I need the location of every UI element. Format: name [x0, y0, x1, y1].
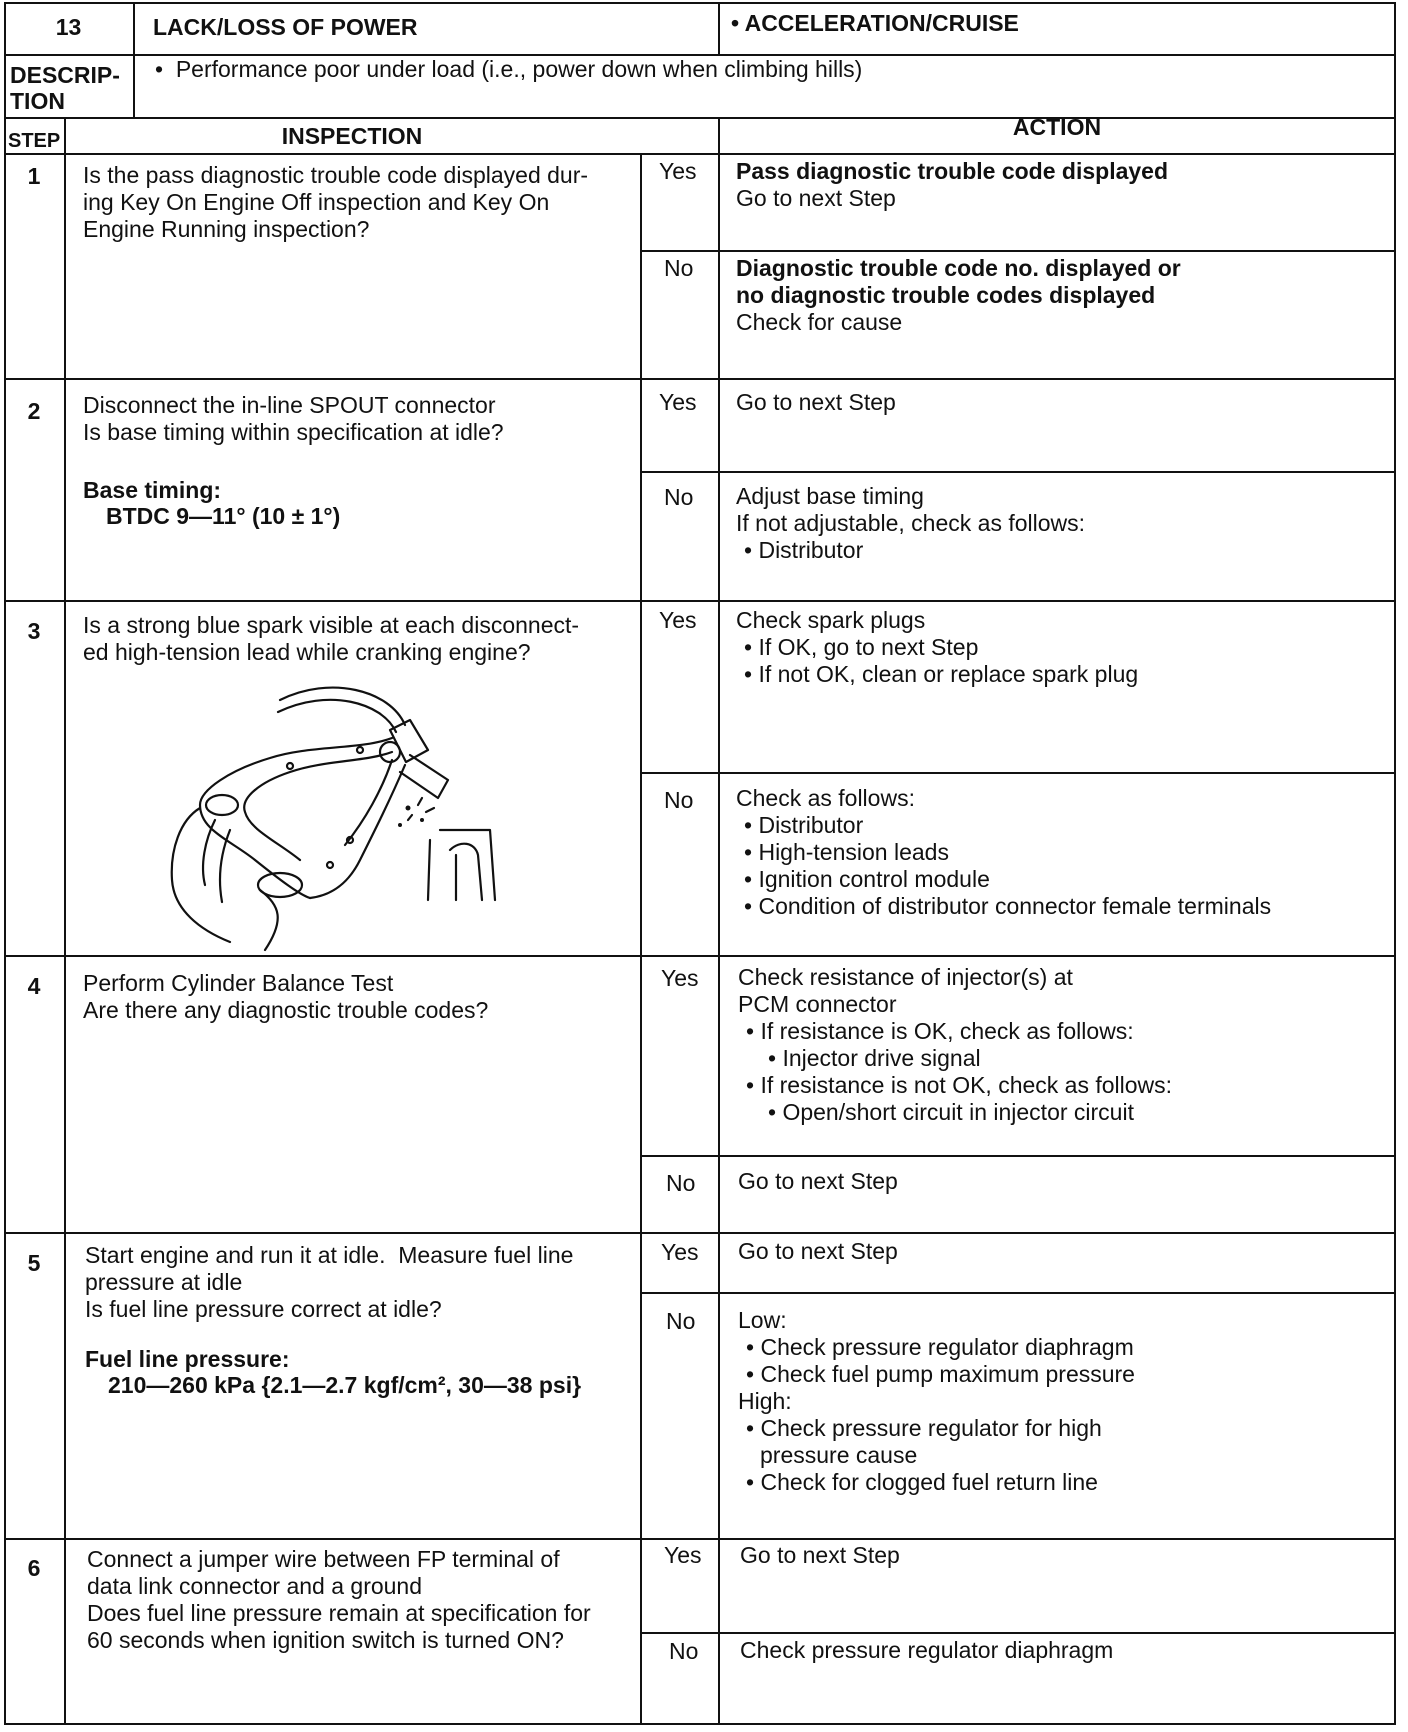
- inspection-text: [87, 1546, 591, 1654]
- action-line: Pass diagnostic trouble code displayed: [736, 158, 1169, 184]
- spec-label: Base timing:: [83, 477, 222, 503]
- action-bullet: • Check pressure regulator diaphragm: [746, 1334, 1134, 1360]
- action-line: If not adjustable, check as follows:: [736, 510, 1086, 536]
- action-line: Go to next Step: [740, 1542, 900, 1568]
- rule-yesno-column: [640, 153, 642, 1725]
- spark-marks: [408, 798, 434, 820]
- no-action: [738, 1307, 1135, 1496]
- rivet: [287, 763, 293, 769]
- inspection-line: Engine Running inspection?: [83, 216, 370, 242]
- no-action: [736, 785, 1271, 920]
- step-number: 2: [27, 398, 41, 424]
- inspection-text: [83, 612, 579, 666]
- inspection-line: ed high-tension lead while cranking engine?: [83, 639, 531, 665]
- action-bullet: • If not OK, clean or replace spark plug: [744, 661, 1139, 687]
- inspection-line: data link connector and a ground: [87, 1573, 423, 1599]
- action-bullet: • Distributor: [744, 812, 864, 838]
- action-bullet: • Ignition control module: [744, 866, 990, 892]
- inspection-line: Is the pass diagnostic trouble code displayed dur-: [83, 162, 589, 188]
- action-line: no diagnostic trouble codes displayed: [736, 282, 1156, 308]
- step-number: 5: [27, 1250, 41, 1276]
- action-line: PCM connector: [738, 991, 897, 1017]
- plug-well: [428, 830, 495, 900]
- spark-dot: [398, 823, 402, 827]
- step-number: 3: [27, 618, 41, 644]
- yes-label: Yes: [664, 1542, 702, 1568]
- inspection-line: Disconnect the in-line SPOUT connector: [83, 392, 496, 418]
- action-line: Go to next Step: [736, 389, 896, 415]
- action-bullet: • Check for clogged fuel return line: [746, 1469, 1098, 1495]
- rule-step2-bottom: [4, 600, 1396, 602]
- rule-step1-bottom: [4, 378, 1396, 380]
- inspection-line: Is a strong blue spark visible at each disconnect-: [83, 612, 580, 638]
- section-title: LACK/LOSS OF POWER: [153, 14, 418, 40]
- action-bullet: • If resistance is OK, check as follows:: [746, 1018, 1134, 1044]
- no-label: No: [664, 255, 694, 281]
- section-number: 13: [55, 14, 82, 40]
- action-subbullet: • Injector drive signal: [768, 1045, 981, 1071]
- no-label: No: [666, 1308, 696, 1334]
- thumb: [260, 890, 278, 950]
- inspection-text: [83, 392, 504, 446]
- section-condition: • ACCELERATION/CRUISE: [731, 10, 1019, 36]
- inspection-line: Perform Cylinder Balance Test: [83, 970, 394, 996]
- action-bullet: • If resistance is not OK, check as follows:: [746, 1072, 1173, 1098]
- spec-value: 210—260 kPa {2.1—2.7 kgf/cm², 30—38 psi}: [108, 1372, 582, 1398]
- rule-step-column: [64, 117, 66, 1725]
- spec-value: BTDC 9—11° (10 ± 1°): [106, 503, 341, 529]
- no-label: No: [664, 484, 694, 510]
- action-line: Check as follows:: [736, 785, 915, 811]
- action-bullet-continuation: pressure cause: [760, 1442, 918, 1468]
- rule-step4-bottom: [4, 1232, 1396, 1234]
- action-bullet: • Check fuel pump maximum pressure: [746, 1361, 1135, 1387]
- no-label: No: [666, 1170, 696, 1196]
- rule-step2-yes-no: [640, 471, 1396, 473]
- lead-boot: [390, 720, 428, 762]
- rule-step5-bottom: [4, 1538, 1396, 1540]
- rule-step1-yes-no: [640, 250, 1396, 252]
- no-label: No: [669, 1638, 699, 1664]
- spark-dot: [406, 806, 411, 811]
- rule-columns-bottom: [4, 153, 1396, 155]
- inspection-line: Is base timing within specification at idle?: [83, 419, 504, 445]
- action-line: Low:: [738, 1307, 787, 1333]
- action-subbullet: • Open/short circuit in injector circuit: [768, 1099, 1134, 1125]
- inspection-line: Are there any diagnostic trouble codes?: [83, 997, 489, 1023]
- tool-arm-lower: [310, 765, 405, 898]
- inspection-line: Start engine and run it at idle. Measure fuel line: [85, 1242, 574, 1268]
- rule-header-number-divider: [133, 2, 135, 117]
- action-line: Check pressure regulator diaphragm: [740, 1637, 1114, 1663]
- no-action: [736, 255, 1181, 336]
- inspection-line: Connect a jumper wire between FP terminal of: [87, 1546, 560, 1572]
- rivet: [357, 747, 363, 753]
- action-line: Check resistance of injector(s) at: [738, 964, 1073, 990]
- inspection-text: [83, 970, 488, 1024]
- yes-label: Yes: [659, 607, 697, 633]
- yes-action: [736, 158, 1168, 212]
- step-number: 6: [27, 1555, 41, 1581]
- inspection-text: [85, 1242, 573, 1323]
- rule-header-condition-divider: [718, 2, 720, 54]
- tool-arm-lower-inner: [345, 760, 392, 845]
- rule-step3-bottom: [4, 955, 1396, 957]
- action-line: Check for cause: [736, 309, 903, 335]
- action-line: Go to next Step: [738, 1168, 898, 1194]
- action-bullet: • If OK, go to next Step: [744, 634, 979, 660]
- action-line: Go to next Step: [738, 1238, 898, 1264]
- step-number: 1: [27, 163, 41, 189]
- action-line: Diagnostic trouble code no. displayed or: [736, 255, 1181, 281]
- action-line: Check spark plugs: [736, 607, 926, 633]
- tool-hole: [206, 795, 238, 815]
- column-action: ACTION: [1012, 114, 1102, 140]
- yes-label: Yes: [661, 1239, 699, 1265]
- inspection-line: ing Key On Engine Off inspection and Key On: [83, 189, 550, 215]
- action-bullet: • High-tension leads: [744, 839, 949, 865]
- inspection-line: Is fuel line pressure correct at idle?: [85, 1296, 442, 1322]
- ht-lead-wire-outline: [278, 700, 396, 732]
- action-bullet: • Condition of distributor connector female terminals: [744, 893, 1272, 919]
- action-line: High:: [738, 1388, 792, 1414]
- inspection-line: pressure at idle: [85, 1269, 243, 1295]
- rule-step5-yes-no: [640, 1292, 1396, 1294]
- rule-action-column: [718, 117, 720, 1725]
- hand-outline: [172, 808, 230, 942]
- description-text: • Performance poor under load (i.e., power down when climbing hills): [155, 56, 863, 82]
- column-inspection: INSPECTION: [281, 123, 423, 149]
- spark-dot: [420, 818, 424, 822]
- spark-test-illustration: [160, 680, 560, 955]
- no-action: [736, 483, 1085, 564]
- inspection-line: 60 seconds when ignition switch is turned ON?: [87, 1627, 564, 1653]
- yes-action: [736, 607, 1138, 688]
- no-label: No: [664, 787, 694, 813]
- rivet: [327, 862, 333, 868]
- spec-label: Fuel line pressure:: [85, 1346, 290, 1372]
- yes-label: Yes: [659, 158, 697, 184]
- yes-action: [738, 964, 1172, 1126]
- action-bullet: • Distributor: [744, 537, 864, 563]
- description-label-line1: DESCRIP-: [10, 62, 120, 88]
- action-bullet: • Check pressure regulator for high: [746, 1415, 1102, 1441]
- yes-label: Yes: [661, 965, 699, 991]
- step-number: 4: [27, 973, 41, 999]
- action-line: Go to next Step: [736, 185, 896, 211]
- description-label-line2: TION: [10, 88, 65, 114]
- yes-label: Yes: [659, 389, 697, 415]
- rule-step3-yes-no: [640, 772, 1396, 774]
- inspection-line: Does fuel line pressure remain at specification for: [87, 1600, 591, 1626]
- action-line: Adjust base timing: [736, 483, 924, 509]
- tool-arm-inner: [244, 752, 392, 860]
- column-step: STEP: [8, 130, 61, 152]
- inspection-text: [83, 162, 588, 243]
- rule-step4-yes-no: [640, 1155, 1396, 1157]
- rule-step6-yes-no: [640, 1632, 1396, 1634]
